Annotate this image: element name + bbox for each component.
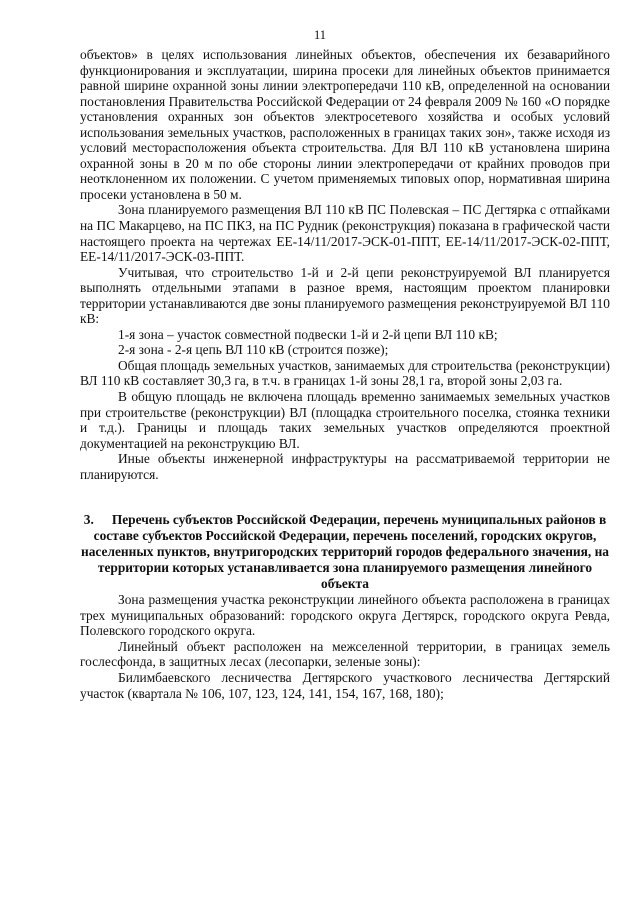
paragraph: Зона размещения участка реконструкции линейного объекта расположена в границах трех муниципальных образований: городского округа Дегтярск, городского округа Ревда, Полевского городского округа.: [80, 592, 610, 639]
document-body: [80, 47, 610, 701]
paragraph: Линейный объект расположен на межселенной территории, в границах земель гослесфонда, в защитных лесах (лесопарки, зеленые зоны):: [80, 638, 610, 670]
paragraph: Учитывая, что строительство 1-й и 2-й цепи реконструируемой ВЛ планируется выполнять отдельными этапами в разное время, настоящим проектом планировки территории устанавливаются две зоны планируемого размещения реконструируемой ВЛ 110 кВ:: [80, 264, 610, 327]
section-title: Перечень субъектов Российской Федерации, перечень муниципальных районов в составе субъектов Российской Федерации, перечень поселений, городских округов, населенных пунктов, внутригородских территорий городов федерального значения, на территории которых устанавливается зона планируемого размещения линейного объекта: [80, 512, 609, 591]
paragraph: 1-я зона – участок совместной подвески 1-й и 2-й цепи ВЛ 110 кВ;: [118, 326, 498, 342]
paragraph: Зона планируемого размещения ВЛ 110 кВ ПС Полевская – ПС Дегтярка с отпайками на ПС Макарцево, на ПС ПКЗ, на ПС Рудник (реконструкция) показана в графической части настоящего проекта на чертежах ЕЕ-14/11/2017-ЭСК-01-ППТ, ЕЕ-14/11/2017-ЭСК-02-ППТ, ЕЕ-14/11/2017-ЭСК-03-ППТ.: [80, 202, 610, 265]
paragraph: Билимбаевского лесничества Дегтярского участкового лесничества Дегтярский участок (квартала № 106, 107, 123, 124, 141, 154, 167, 168, 180);: [80, 670, 610, 701]
section-number: 3.: [83, 512, 94, 528]
paragraph: объектов» в целях использования линейных объектов, обеспечения их безаварийного функционирования и эксплуатации, ширина просеки для линейных объектов принимается равной ширине охранной зоны линии электропередачи 110 кВ, определенной на основании постановления Правительства Российской Федерации от 24 февраля 2009 № 160 «О порядке установления охранных зон объектов электросетевого хозяйства и особых условий использования земельных участков, расположенных в границах таких зон», также исходя из условий месторасположения объекта строительства. Для ВЛ 110 кВ установлена ширина охранной зоны в 20 м по обе стороны линии электропередачи от крайних проводов при неотклоненном их положении. С учетом применяемых типовых опор, нормативная ширина просеки установлена в 50 м.: [80, 47, 610, 202]
paragraph: В общую площадь не включена площадь временно занимаемых земельных участков при строительстве (реконструкции) ВЛ (площадка строительного поселка, стоянка техники и т.д.). Границы и площадь таких земельных участков определяются проектной документацией на реконструкцию ВЛ.: [80, 389, 610, 451]
section-heading: [80, 512, 610, 591]
paragraph: 2-я зона - 2-я цепь ВЛ 110 кВ (строится позже);: [118, 342, 389, 358]
page-number: 11: [313, 28, 327, 42]
paragraph: Иные объекты инженерной инфраструктуры на рассматриваемой территории не планируются.: [80, 451, 610, 482]
paragraph: Общая площадь земельных участков, занимаемых для строительства (реконструкции) ВЛ 110 кВ составляет 30,3 га, в т.ч. в границах 1-й зоны 28,1 га, второй зоны 2,03 га.: [80, 357, 610, 389]
